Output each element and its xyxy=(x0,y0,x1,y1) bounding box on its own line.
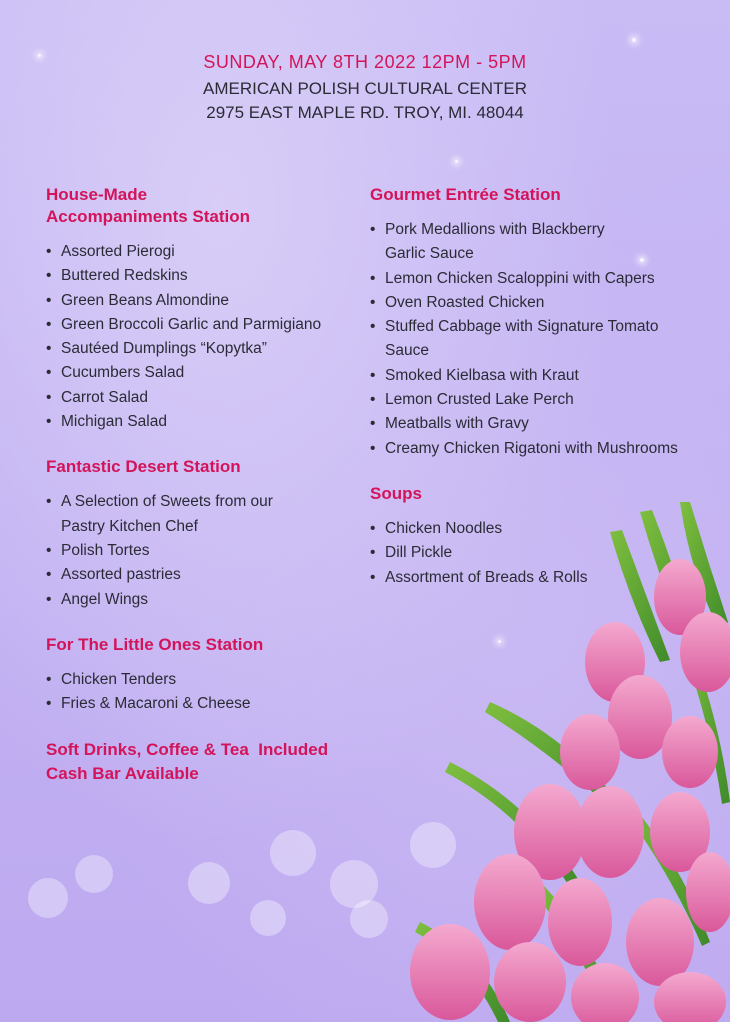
desert-title: Fantastic Desert Station xyxy=(46,457,241,477)
list-item: • Chicken Noodles xyxy=(370,517,710,541)
bokeh-light xyxy=(350,900,388,938)
list-item: • Smoked Kielbasa with Kraut xyxy=(370,364,710,388)
list-item: • Cucumbers Salad xyxy=(46,361,356,385)
little-ones-title: For The Little Ones Station xyxy=(46,634,264,654)
list-item: • Michigan Salad xyxy=(46,410,356,434)
soups-title: Soups xyxy=(370,483,422,503)
list-item: • A Selection of Sweets from our Pastry Kitchen Chef xyxy=(46,490,291,539)
list-item: • Lemon Chicken Scaloppini with Capers xyxy=(370,267,710,291)
tulip-bouquet-image xyxy=(390,502,730,1022)
event-header xyxy=(0,52,730,127)
accompaniments-title: House-Made Accompaniments Station xyxy=(46,185,251,226)
list-item: • Assorted pastries xyxy=(46,563,356,587)
list-item: • Dill Pickle xyxy=(370,541,710,565)
sparkle xyxy=(455,160,458,163)
drinks-note: Soft Drinks, Coffee & Tea Included xyxy=(46,740,329,760)
desert-list xyxy=(46,490,356,611)
entree-list xyxy=(370,218,710,461)
list-item: • Angel Wings xyxy=(46,588,356,612)
list-item: • Sautéed Dumplings “Kopytka” xyxy=(46,337,356,361)
list-item: • Lemon Crusted Lake Perch xyxy=(370,388,710,412)
little-ones-list xyxy=(46,668,356,717)
bokeh-light xyxy=(75,855,113,893)
cash-bar-note: Cash Bar Available xyxy=(46,764,199,784)
list-item: • Pork Medallions with Blackberry Garlic Sauce xyxy=(370,218,625,267)
list-item: • Chicken Tenders xyxy=(46,668,356,692)
accompaniments-list xyxy=(46,240,356,434)
list-item: • Stuffed Cabbage with Signature Tomato Sauce xyxy=(370,315,675,364)
event-venue: AMERICAN POLISH CULTURAL CENTER xyxy=(203,79,527,98)
list-item: • Green Beans Almondine xyxy=(46,289,356,313)
list-item: • Meatballs with Gravy xyxy=(370,412,710,436)
event-date-time: SUNDAY, MAY 8TH 2022 12PM - 5PM xyxy=(203,52,527,72)
list-item: • Oven Roasted Chicken xyxy=(370,291,710,315)
event-address: 2975 EAST MAPLE RD. TROY, MI. 48044 xyxy=(206,103,524,122)
bokeh-light xyxy=(28,878,68,918)
entree-title: Gourmet Entrée Station xyxy=(370,185,561,204)
list-item: • Buttered Redskins xyxy=(46,264,356,288)
list-item: • Green Broccoli Garlic and Parmigiano xyxy=(46,313,356,337)
list-item: • Assorted Pierogi xyxy=(46,240,356,264)
list-item: • Carrot Salad xyxy=(46,386,356,410)
list-item: • Assortment of Breads & Rolls xyxy=(370,566,710,590)
list-item: • Creamy Chicken Rigatoni with Mushrooms xyxy=(370,437,710,461)
bokeh-light xyxy=(270,830,316,876)
list-item: • Fries & Macaroni & Cheese xyxy=(46,692,356,716)
left-column xyxy=(46,184,356,786)
list-item: • Polish Tortes xyxy=(46,539,356,563)
bokeh-light xyxy=(250,900,286,936)
bokeh-light xyxy=(188,862,230,904)
sparkle xyxy=(632,38,636,42)
